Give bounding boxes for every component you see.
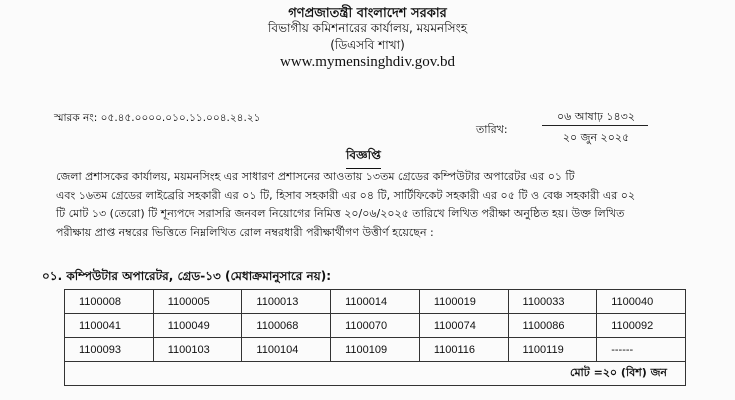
roll-cell: 1100103 xyxy=(153,338,242,362)
roll-cell: 1100070 xyxy=(331,314,420,338)
roll-cell: 1100074 xyxy=(419,314,508,338)
roll-cell: 1100092 xyxy=(597,314,686,338)
roll-cell: 1100104 xyxy=(242,338,331,362)
body-line: জেলা প্রশাসকের কার্যালয়, ময়মনসিংহ এর সাধারণ প্রশাসনের আওতায় ১৩তম গ্রেডের কম্পিউটার অপারেটর এর ০১ টি xyxy=(56,170,575,183)
body-line: এবং ১৬তম গ্রেডের লাইব্রেরি সহকারী এর ০১ টি, হিসাব সহকারী এর ০৪ টি, সার্টিফিকেট সহকারী এর ০৫ টি ও বেঞ্চ সহকারী এর ০২ xyxy=(56,188,636,202)
date-divider xyxy=(542,125,648,126)
roll-cell: 1100040 xyxy=(597,290,686,314)
branch-name: (ডিএসবি শাখা) xyxy=(330,38,405,52)
notice-title: বিজ্ঞপ্তি xyxy=(346,147,381,169)
roll-cell: 1100041 xyxy=(65,314,154,338)
roll-cell: 1100008 xyxy=(65,290,154,314)
roll-cell: 1100068 xyxy=(242,314,331,338)
table-row xyxy=(65,338,686,362)
total-row xyxy=(65,362,686,386)
roll-cell: 1100014 xyxy=(331,290,420,314)
date-bangla: ০৬ আষাঢ় ১৪৩২ xyxy=(557,110,635,123)
total-count: মোট =২০ (বিশ) জন xyxy=(65,362,686,386)
table-row xyxy=(65,290,686,314)
roll-cell: 1100119 xyxy=(508,338,597,362)
roll-cell: 1100005 xyxy=(153,290,242,314)
office-name: বিভাগীয় কমিশনারের কার্যালয়, ময়মনসিংহ xyxy=(267,21,468,35)
roll-cell: 1100049 xyxy=(153,314,242,338)
roll-cell: 1100013 xyxy=(242,290,331,314)
roll-number-table xyxy=(64,289,686,386)
roll-cell: 1100033 xyxy=(508,290,597,314)
body-line: পরীক্ষায় প্রাপ্ত নম্বরের ভিত্তিতে নিম্নলিখিত রোল নম্বরধারী পরীক্ষার্থীগণ উত্তীর্ণ হয়েছেন : xyxy=(56,225,434,239)
date-label: তারিখ: xyxy=(476,123,508,136)
roll-cell: 1100109 xyxy=(331,338,420,362)
notice-body xyxy=(56,168,688,242)
roll-cell: 1100086 xyxy=(508,314,597,338)
memo-number: স্মারক নং: ০৫.৪৫.০০০০.০১০.১১.০০৪.২৪.২১ xyxy=(54,112,261,124)
date-english: ২০ জুন ২০২৫ xyxy=(562,131,630,144)
section-heading: ০১. কম্পিউটার অপারেটর, গ্রেড-১৩ (মেধাক্রমানুসারে নয়): xyxy=(42,269,332,283)
government-name: গণপ্রজাতন্ত্রী বাংলাদেশ সরকার xyxy=(288,6,447,21)
roll-cell: 1100093 xyxy=(65,338,154,362)
website-link[interactable]: www.mymensinghdiv.gov.bd xyxy=(280,54,455,70)
roll-cell: 1100019 xyxy=(419,290,508,314)
roll-cell: ------ xyxy=(597,338,686,362)
roll-cell: 1100116 xyxy=(419,338,508,362)
body-line: টি মোট ১৩ (তেরো) টি শূন্যপদে সরাসরি জনবল নিয়োগের নিমিত্ত ২০/০৬/২০২৫ তারিখে লিখিত পরীক্ষা অনুষ্ঠিত হয়। উক্ত লিখিত xyxy=(56,207,625,220)
table-row xyxy=(65,314,686,338)
